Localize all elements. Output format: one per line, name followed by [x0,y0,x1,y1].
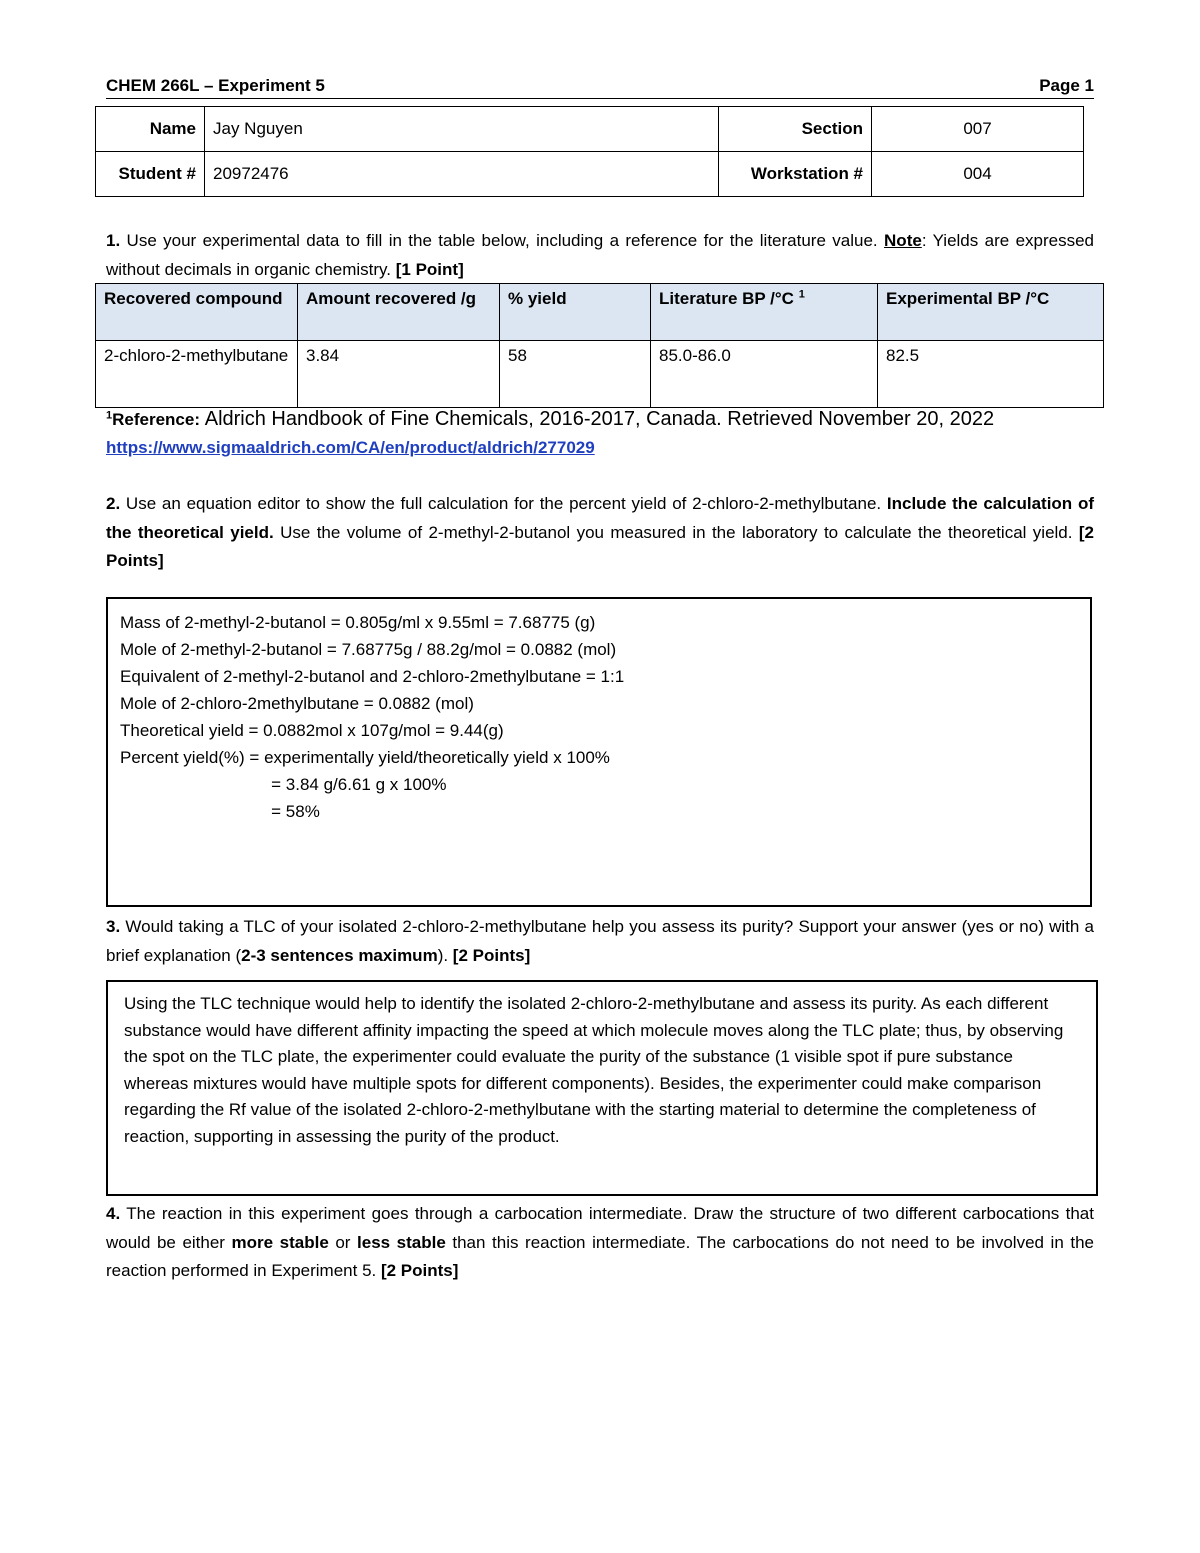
table-row [96,341,1104,408]
question-4-points: [2 Points] [380,1261,459,1280]
student-label: Student # [96,152,205,197]
name-value: Jay Nguyen [205,107,719,152]
page-header [106,72,1094,99]
results-table [95,283,1104,408]
question-3-text-2: ). [437,945,453,965]
calc-line: = 3.84 g/6.61 g x 100% [120,775,447,794]
reference-text: Aldrich Handbook of Fine Chemicals, 2016-2017, Canada. Retrieved November 20, 2022 [204,408,995,430]
question-3-bold: 2-3 sentences maximum [241,945,438,965]
question-4-text-3: than this reaction intermediate. The carbocations do not need to be involved in the reaction performed in Experiment 5. [106,1232,1094,1280]
reference [106,405,1106,462]
calc-line: Percent yield(%) = experimentally yield/theoretically yield x 100% [120,748,610,767]
section-label: Section [719,107,872,152]
question-3-points: [2 Points] [452,945,531,965]
reference-link[interactable]: https://www.sigmaaldrich.com/CA/en/product/aldrich/277029 [106,438,595,457]
question-2-points: [2 Points] [106,522,1094,570]
workstation-value: 004 [872,152,1084,197]
header-percent-yield: % yield [500,284,651,341]
question-4-text-2: or [328,1232,358,1252]
question-4-bold-2: less stable [357,1232,446,1252]
header-literature-text: Literature BP /°C [659,289,794,308]
calc-line: Mole of 2-chloro-2methylbutane = 0.0882 (mol) [120,694,474,713]
name-label: Name [96,107,205,152]
header-amount-recovered: Amount recovered /g [298,284,500,341]
answer-box-2 [106,597,1092,907]
question-2-text-2: Use the volume of 2-methyl-2-butanol you measured in the laboratory to calculate the theoretical yield. [273,522,1079,542]
question-1-points: [1 Point] [395,259,464,279]
header-recovered-compound: Recovered compound [96,284,298,341]
note-label: Note [884,231,922,250]
cell-literature-bp: 85.0-86.0 [651,341,878,408]
note-text: : Yields are expressed without decimals in organic chemistry. [106,231,1095,279]
question-3-text: Would taking a TLC of your isolated 2-chloro-2-methylbutane help you assess its purity? Support your answer (yes or no) with a brief explanation ( [106,917,1094,965]
reference-footnote-marker: 1 [106,409,113,422]
workstation-label: Workstation # [719,152,872,197]
question-3-number: 3. [106,917,121,936]
answer-box-3 [106,980,1098,1196]
cell-compound: 2-chloro-2-methylbutane [96,341,298,408]
cell-yield: 58 [500,341,651,408]
answer-3-text: Using the TLC technique would help to identify the isolated 2-chloro-2-methylbutane and assess its purity. As each different substance would have different affinity impacting the speed at which molecule moves along the TLC plate; thus, by observing the spot on the TLC plate, the experimenter could evaluate the purity of the substance (1 visible spot if pure substance whereas mixtures would have multiple spots for different components). Besides, the experimenter could make comparison regarding the Rf value of the isolated 2-chloro-2-methylbutane with the starting material to determine the completeness of reaction, supporting in assessing the purity of the product. [124,994,1064,1146]
calc-line: Equivalent of 2-methyl-2-butanol and 2-chloro-2methylbutane = 1:1 [120,667,625,686]
question-4-number: 4. [106,1204,121,1223]
literature-footnote-marker: 1 [798,288,805,301]
section-value: 007 [872,107,1084,152]
calc-line: Mass of 2-methyl-2-butanol = 0.805g/ml x 9.55ml = 7.68775 (g) [120,613,596,632]
question-2-number: 2. [106,494,121,513]
course-title: CHEM 266L – Experiment 5 [106,76,325,95]
question-1-number: 1. [106,231,121,250]
question-1 [106,227,1094,284]
question-2-text: Use an equation editor to show the full calculation for the percent yield of 2-chloro-2-methylbutane. [120,494,887,513]
page-number: Page 1 [1039,76,1094,95]
header-experimental-bp: Experimental BP /°C [878,284,1104,341]
student-info-table [95,106,1084,197]
question-4-bold-1: more stable [231,1232,329,1252]
calc-line: Mole of 2-methyl-2-butanol = 7.68775g / 88.2g/mol = 0.0882 (mol) [120,640,617,659]
question-2-bold: Include the calculation of the theoretical yield. [106,494,1094,542]
cell-experimental-bp: 82.5 [878,341,1104,408]
question-1-text: Use your experimental data to fill in the table below, including a reference for the literature value. [120,231,885,250]
question-2 [106,490,1094,576]
student-value: 20972476 [205,152,719,197]
calc-line: = 58% [120,802,320,821]
question-4-text: The reaction in this experiment goes through a carbocation intermediate. Draw the structure of two different carbocations that would be either [106,1204,1094,1252]
header-literature-bp [651,284,878,341]
question-4 [106,1200,1094,1286]
reference-label: Reference: [112,410,205,429]
calc-line: Theoretical yield = 0.0882mol x 107g/mol = 9.44(g) [120,721,504,740]
question-3 [106,913,1094,970]
cell-amount: 3.84 [298,341,500,408]
